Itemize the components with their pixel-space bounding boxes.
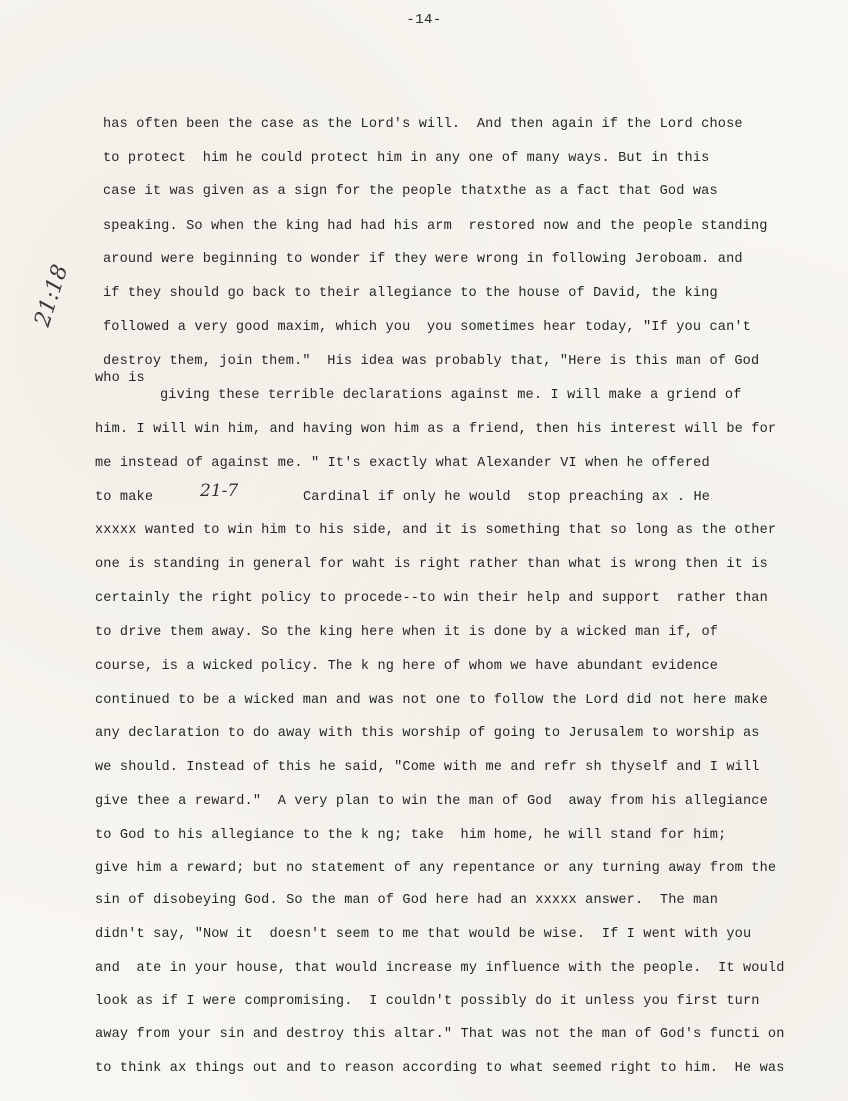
- text-line: to make: [95, 490, 154, 505]
- text-line: giving these terrible declarations against me. I will make a griend of: [160, 388, 742, 403]
- handwritten-annotation: 21-7: [200, 481, 239, 501]
- text-line: if they should go back to their allegiance to the house of David, the king: [103, 286, 718, 301]
- text-line: to protect him he could protect him in any one of many ways. But in this: [103, 151, 710, 166]
- text-line: me instead of against me. " It's exactly what Alexander VI when he offered: [95, 456, 710, 471]
- text-line: away from your sin and destroy this altar." That was not the man of God's functi on: [95, 1027, 785, 1042]
- text-line: to God to his allegiance to the k ng; take him home, he will stand for him;: [95, 828, 727, 843]
- text-line: course, is a wicked policy. The k ng here of whom we have abundant evidence: [95, 659, 719, 674]
- margin-annotation: 21:18: [30, 261, 74, 330]
- page-number: -14-: [406, 12, 442, 28]
- text-line: Cardinal if only he would stop preaching ax . He: [303, 490, 711, 505]
- text-line: give him a reward; but no statement of any repentance or any turning away from the: [95, 861, 777, 876]
- text-line: who is: [95, 371, 145, 386]
- text-line: any declaration to do away with this worship of going to Jerusalem to worship as: [95, 726, 760, 741]
- text-line: continued to be a wicked man and was not one to follow the Lord did not here make: [95, 693, 768, 708]
- text-line: xxxxx wanted to win him to his side, and it is something that so long as the other: [95, 523, 777, 538]
- text-line: we should. Instead of this he said, "Come with me and refr sh thyself and I will: [95, 760, 760, 775]
- text-line: followed a very good maxim, which you you sometimes hear today, "If you can't: [103, 320, 751, 335]
- text-line: give thee a reward." A very plan to win the man of God away from his allegiance: [95, 794, 768, 809]
- text-line: case it was given as a sign for the people thatxthe as a fact that God was: [103, 184, 718, 199]
- text-line: around were beginning to wonder if they were wrong in following Jeroboam. and: [103, 252, 743, 267]
- text-line: certainly the right policy to procede--to win their help and support rather than: [95, 591, 768, 606]
- text-line: and ate in your house, that would increase my influence with the people. It would: [95, 961, 785, 976]
- text-line: has often been the case as the Lord's will. And then again if the Lord chose: [103, 117, 743, 132]
- text-line: look as if I were compromising. I couldn't possibly do it unless you first turn: [95, 994, 760, 1009]
- text-line: speaking. So when the king had had his arm restored now and the people standing: [103, 219, 768, 234]
- text-line: destroy them, join them." His idea was probably that, "Here is this man of God: [103, 354, 760, 369]
- text-line: him. I will win him, and having won him as a friend, then his interest will be for: [95, 422, 777, 437]
- text-line: didn't say, "Now it doesn't seem to me that would be wise. If I went with you: [95, 927, 752, 942]
- text-line: sin of disobeying God. So the man of God here had an xxxxx answer. The man: [95, 893, 719, 908]
- text-line: one is standing in general for waht is right rather than what is wrong then it is: [95, 557, 768, 572]
- text-line: to think ax things out and to reason according to what seemed right to him. He was: [95, 1061, 785, 1076]
- text-line: to drive them away. So the king here when it is done by a wicked man if, of: [95, 625, 719, 640]
